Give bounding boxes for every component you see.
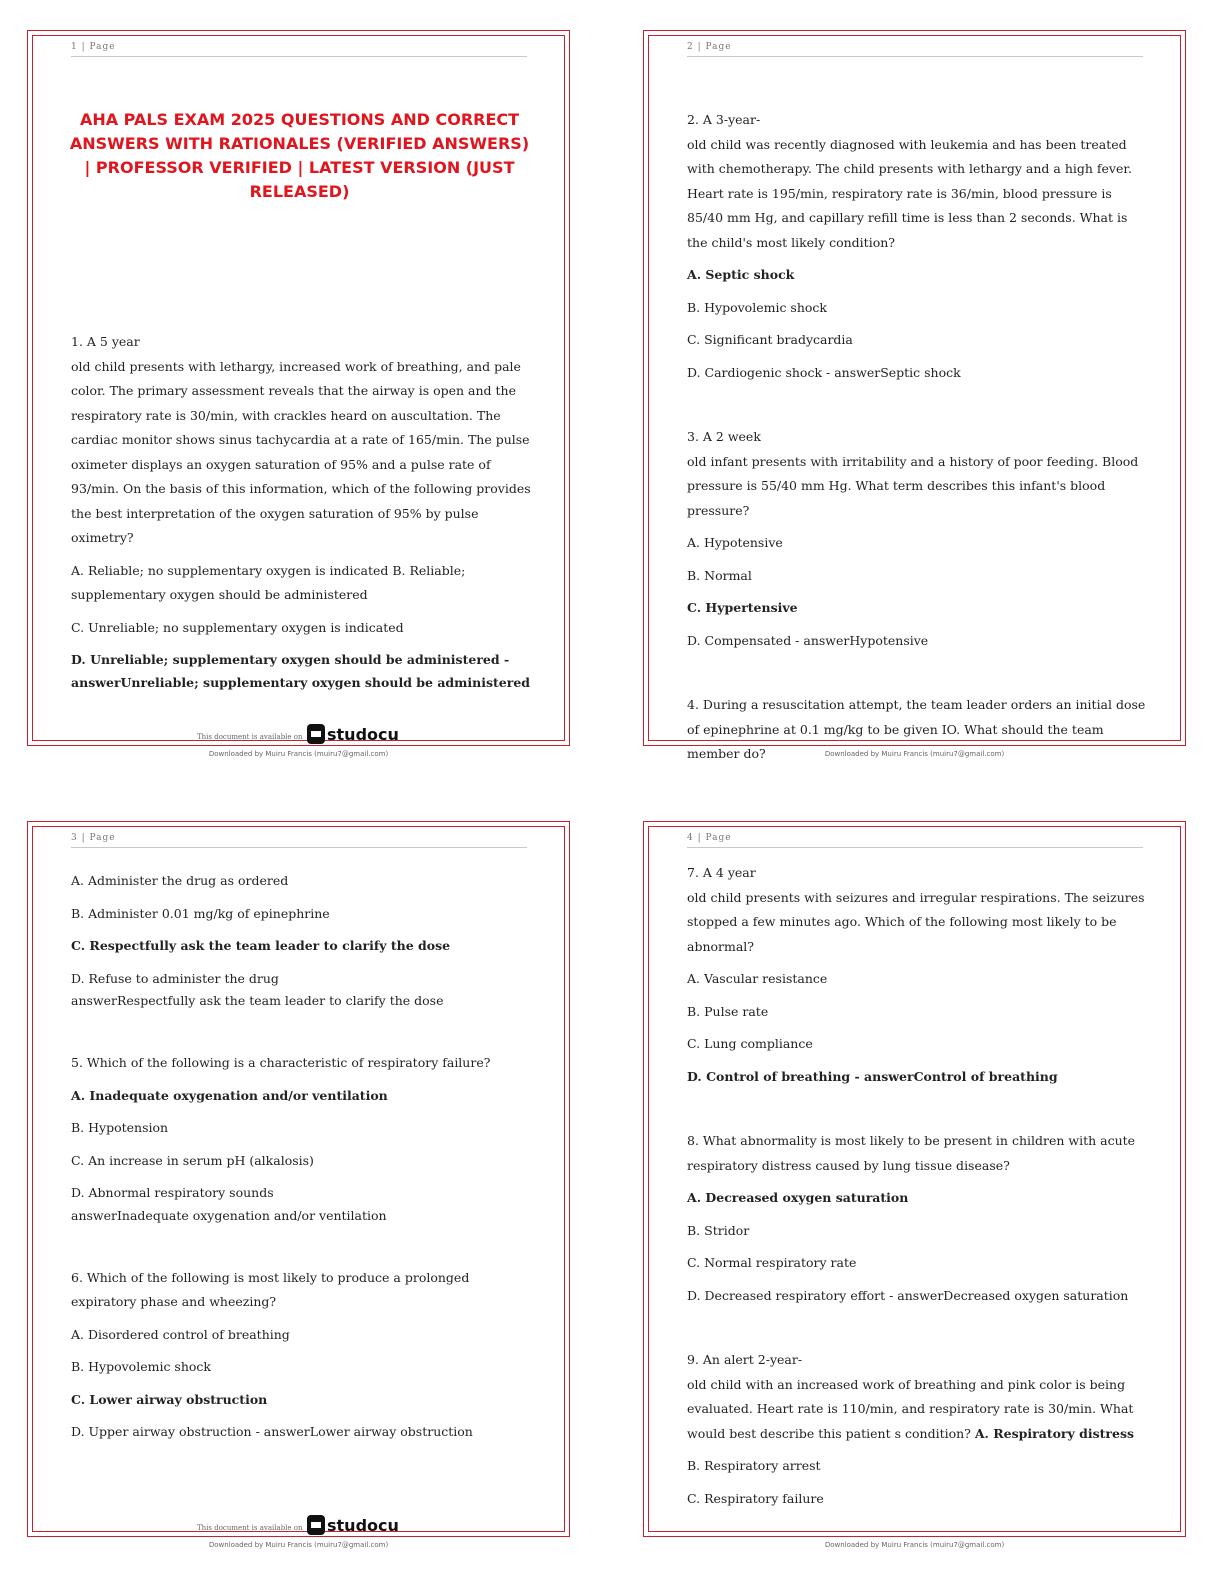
question-intro: 7. A 4 year bbox=[687, 865, 756, 880]
studocu-logo-icon bbox=[307, 1515, 325, 1535]
page-1 bbox=[27, 30, 570, 758]
spacer bbox=[687, 1089, 1147, 1129]
option-a-correct: A. Respiratory distress bbox=[974, 1425, 1135, 1441]
option-c-correct: C. Lower airway obstruction bbox=[71, 1391, 268, 1407]
option-b: B. Respiratory arrest bbox=[687, 1458, 821, 1473]
option-d-correct: D. Control of breathing - answerControl of breathing bbox=[687, 1068, 1058, 1084]
page-label: | Page bbox=[81, 42, 116, 52]
option-c: C. Normal respiratory rate bbox=[687, 1255, 857, 1270]
option-c: C. Significant bradycardia bbox=[687, 332, 853, 347]
option-d: D. Abnormal respiratory sounds bbox=[71, 1185, 274, 1200]
option-a-correct: A. Inadequate oxygenation and/or ventilation bbox=[71, 1087, 388, 1103]
question-text: old infant presents with irritability and a history of poor feeding. Blood pressure is 55/40 mm Hg. What term describes this infant's blood pressure? bbox=[687, 453, 1139, 518]
option-ab: A. Reliable; no supplementary oxygen is indicated B. Reliable; supplementary oxygen should be administered bbox=[71, 562, 466, 602]
downloaded-by: Downloaded by Muiru Francis (muiru7@gmail.com) bbox=[208, 750, 389, 758]
option-a: A. Disordered control of breathing bbox=[71, 1326, 290, 1342]
question-text: 6. Which of the following is most likely to produce a prolonged expiratory phase and wheezing? bbox=[71, 1269, 470, 1309]
option-d: D. Compensated - answerHypotensive bbox=[687, 632, 929, 648]
spacer bbox=[71, 1011, 531, 1051]
studocu-logo[interactable] bbox=[307, 1515, 399, 1535]
answer-text: answerInadequate oxygenation and/or ventilation bbox=[71, 1207, 387, 1223]
page-content bbox=[687, 861, 1147, 1511]
spacer bbox=[687, 385, 1147, 425]
downloaded-by: Downloaded by Muiru Francis (muiru7@gmail.com) bbox=[824, 1541, 1005, 1549]
page-header bbox=[687, 42, 1143, 57]
page-header bbox=[71, 833, 527, 848]
option-c: C. Hypertensive bbox=[687, 600, 798, 615]
logo-text: studocu bbox=[327, 1515, 399, 1535]
option-d: D. Refuse to administer the drug bbox=[71, 970, 279, 986]
option-d-correct: D. Unreliable; supplementary oxygen should be administered - bbox=[71, 652, 510, 667]
answer-text: answerUnreliable; supplementary oxygen should be administered bbox=[71, 674, 531, 690]
page-3 bbox=[27, 821, 570, 1549]
option-a: A. Hypotensive bbox=[687, 535, 783, 550]
logo-text: studocu bbox=[327, 724, 399, 744]
page-label: | Page bbox=[697, 833, 732, 843]
shared-text: This document is available on bbox=[197, 733, 303, 741]
page-number: 3 bbox=[71, 833, 78, 843]
page-number: 4 bbox=[687, 833, 694, 843]
question-intro: 1. A 5 year bbox=[71, 334, 140, 349]
shared-text: This document is available on bbox=[197, 1524, 303, 1532]
option-a-correct: A. Septic shock bbox=[687, 267, 795, 282]
option-d: D. Decreased respiratory effort - answerDecreased oxygen saturation bbox=[687, 1287, 1129, 1303]
page-2 bbox=[643, 30, 1186, 761]
question-text bbox=[687, 1373, 1147, 1447]
page-content bbox=[71, 861, 531, 1445]
downloaded-by: Downloaded by Muiru Francis (muiru7@gmail.com) bbox=[208, 1541, 389, 1549]
page-number: 2 bbox=[687, 42, 694, 52]
question-text: 4. During a resuscitation attempt, the team leader orders an initial dose of epinephrine at 0.1 mg/kg to be given IO. What should the team member do? bbox=[687, 697, 1146, 761]
question-intro: 9. An alert 2-year- bbox=[687, 1352, 803, 1367]
option-b: B. Hypotension bbox=[71, 1120, 169, 1135]
option-b: B. Normal bbox=[687, 567, 752, 583]
page-number: 1 bbox=[71, 42, 78, 52]
option-c: C. Lung compliance bbox=[687, 1036, 813, 1051]
question-text: old child presents with lethargy, increased work of breathing, and pale color. The primary assessment reveals that the airway is open and the respiratory rate is 30/min, with crackles heard on auscultation. The cardiac monitor shows sinus tachycardia at a rate of 165/min. The pulse oximeter displays an oxygen saturation of 95% and a pulse rate of 93/min. On the basis of this information, which of the following provides the best interpretation of the oxygen saturation of 95% by pulse oximetry? bbox=[71, 358, 531, 545]
option-b: B. Stridor bbox=[687, 1222, 750, 1238]
studocu-logo-icon bbox=[307, 724, 325, 744]
option-a: A. Vascular resistance bbox=[687, 971, 828, 986]
option-a-correct: A. Decreased oxygen saturation bbox=[687, 1190, 909, 1205]
option-d: D. Cardiogenic shock - answerSeptic shock bbox=[687, 364, 961, 380]
option-b: B. Pulse rate bbox=[687, 1003, 769, 1019]
downloaded-by: Downloaded by Muiru Francis (muiru7@gmail.com) bbox=[824, 750, 1005, 758]
page-content bbox=[687, 108, 1147, 767]
option-b: B. Administer 0.01 mg/kg of epinephrine bbox=[71, 905, 330, 921]
option-c-correct: C. Respectfully ask the team leader to clarify the dose bbox=[71, 938, 451, 953]
page-header bbox=[71, 42, 527, 57]
option-c: C. Unreliable; no supplementary oxygen is indicated bbox=[71, 619, 404, 635]
spacer bbox=[687, 1308, 1147, 1348]
page-4 bbox=[643, 821, 1186, 1549]
answer-text: answerRespectfully ask the team leader to clarify the dose bbox=[71, 993, 444, 1008]
studocu-logo[interactable] bbox=[307, 724, 399, 744]
option-b: B. Hypovolemic shock bbox=[71, 1359, 211, 1374]
page-header bbox=[687, 833, 1143, 848]
question-body: old child with an increased work of breathing and pink color is being evaluated. Heart rate is 110/min, and respiratory rate is 30/min. What would best describe this patient s condition? bbox=[687, 1376, 1134, 1441]
page-content bbox=[71, 330, 531, 693]
option-d: D. Upper airway obstruction - answerLower airway obstruction bbox=[71, 1424, 473, 1439]
document-title: AHA PALS EXAM 2025 QUESTIONS AND CORRECT ANSWERS WITH RATIONALES (VERIFIED ANSWERS) | PROFESSOR VERIFIED | LATEST VERSION (JUST RELEASED) bbox=[69, 110, 530, 201]
question-text: 8. What abnormality is most likely to be present in children with acute respiratory distress caused by lung tissue disease? bbox=[687, 1133, 1136, 1173]
question-text: old child presents with seizures and irregular respirations. The seizures stopped a few minutes ago. Which of the following most likely to be abnormal? bbox=[687, 889, 1145, 954]
option-a: A. Administer the drug as ordered bbox=[71, 873, 289, 888]
question-intro: 2. A 3-year- bbox=[687, 112, 761, 127]
option-c: C. An increase in serum pH (alkalosis) bbox=[71, 1152, 314, 1168]
option-c: C. Respiratory failure bbox=[687, 1490, 824, 1506]
page-label: | Page bbox=[697, 42, 732, 52]
question-intro: 3. A 2 week bbox=[687, 429, 761, 444]
option-b: B. Hypovolemic shock bbox=[687, 299, 827, 315]
question-text: 5. Which of the following is a characteristic of respiratory failure? bbox=[71, 1055, 491, 1070]
spacer bbox=[687, 653, 1147, 693]
question-text: old child was recently diagnosed with leukemia and has been treated with chemotherapy. The child presents with lethargy and a high fever. Heart rate is 195/min, respiratory rate is 36/min, blood pressure is 85/40 mm Hg, and capillary refill time is less than 2 seconds. What is the child's most likely condition? bbox=[687, 136, 1132, 250]
page-label: | Page bbox=[81, 833, 116, 843]
spacer bbox=[71, 1226, 531, 1266]
